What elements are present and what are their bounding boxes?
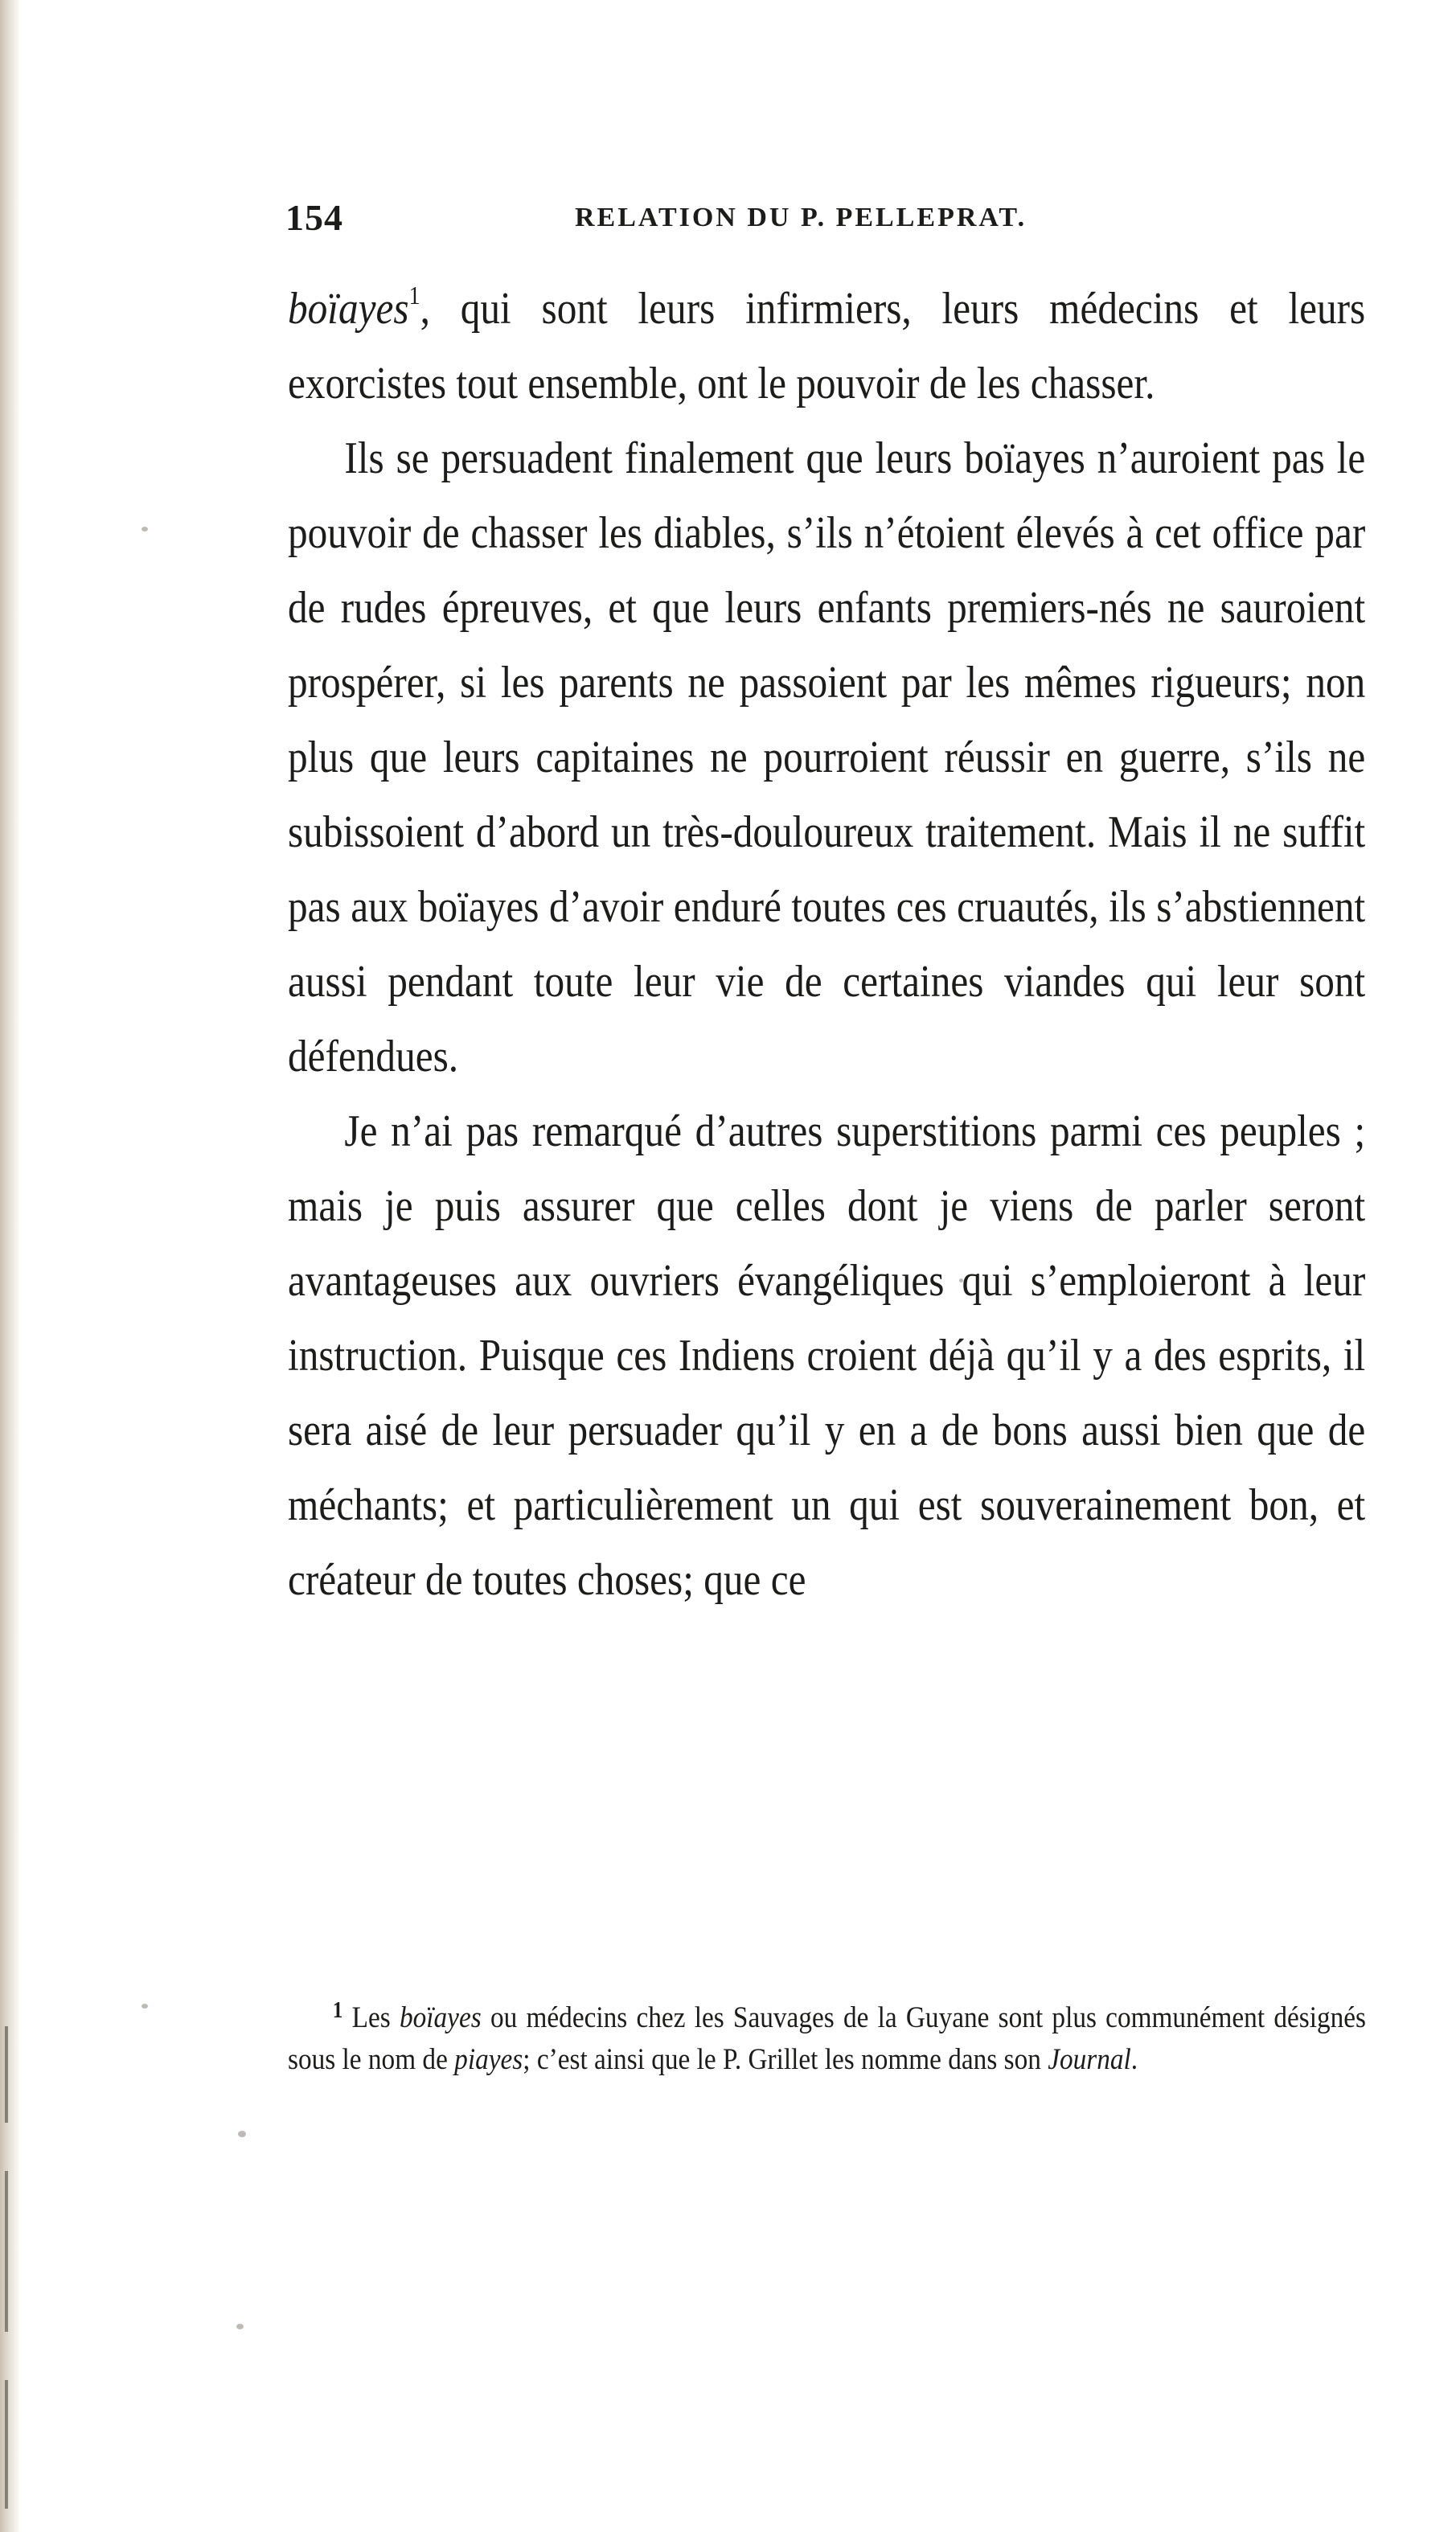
footnote-reference: 1: [408, 281, 420, 310]
footnote-italic: boïayes: [399, 2001, 482, 2034]
page-header: [285, 196, 1363, 244]
paragraph-3: Je n’ai pas remarqué d’autres superstitions parmi ces peuples ; mais je puis assurer que celles dont je viens de parler seront avantageuses aux ouvriers évangéliques qui s’emploieront à leur instruction. Puisque ces Indiens croient déjà qu’il y a des esprits, il sera aisé de leur persuader qu’il y en a de bons aussi bien que de méchants; et particulièrement un qui est souverainement bon, et créateur de toutes choses; que ce: [288, 1106, 1366, 1605]
running-head: RELATION DU P. PELLEPRAT.: [575, 203, 1027, 232]
paper-speck: [238, 2131, 246, 2137]
gutter-mark: [5, 2026, 8, 2123]
paragraph-1: [288, 272, 1365, 421]
footnote-marker: 1: [332, 1998, 343, 2023]
gutter-mark: [5, 2380, 8, 2509]
footnote-run: ou médecins chez les Sauvages de la Guyane sont plus communément désignés sous le nom de: [288, 2001, 1367, 2076]
paper-speck: [236, 2324, 244, 2329]
footnote-run: .: [1130, 2043, 1138, 2076]
footnote-italic: Journal: [1048, 2043, 1131, 2076]
paragraph-1-text: , qui sont leurs infirmiers, leurs médecins et leurs exorcistes tout ensemble, ont le pouvoir de les chasser.: [288, 284, 1366, 408]
paragraph-2: Ils se persuadent finalement que leurs boïayes n’auroient pas le pouvoir de chasser les diables, s’ils n’étoient élevés à cet office par de rudes épreuves, et que leurs enfants premiers-nés ne sauroient prospérer, si les parents ne passoient par les mêmes rigueurs; non plus que leurs capitaines ne pourroient réussir en guerre, s’ils ne subissoient d’abord un très-douloureux traitement. Mais il ne suffit pas aux boïayes d’avoir enduré toutes ces cruautés, ils s’abstiennent aussi pendant toute leur vie de certaines viandes qui leur sont défendues.: [288, 433, 1366, 1081]
footnote-run: Les: [351, 2001, 400, 2034]
binding-gutter: [0, 0, 21, 2532]
footnote-italic: piayes: [454, 2043, 523, 2076]
gutter-mark: [5, 2171, 8, 2332]
footnote-run: ; c’est ainsi que le P. Grillet les nomme dans son: [523, 2043, 1048, 2076]
footnote-text: [288, 1997, 1366, 2081]
paper-speck: [141, 527, 148, 531]
paper-speck: [141, 2004, 148, 2009]
footnote: [288, 1997, 1366, 2081]
italic-term: boïayes: [288, 284, 409, 334]
body-text: [288, 272, 1365, 1618]
page-number: 154: [285, 197, 343, 238]
